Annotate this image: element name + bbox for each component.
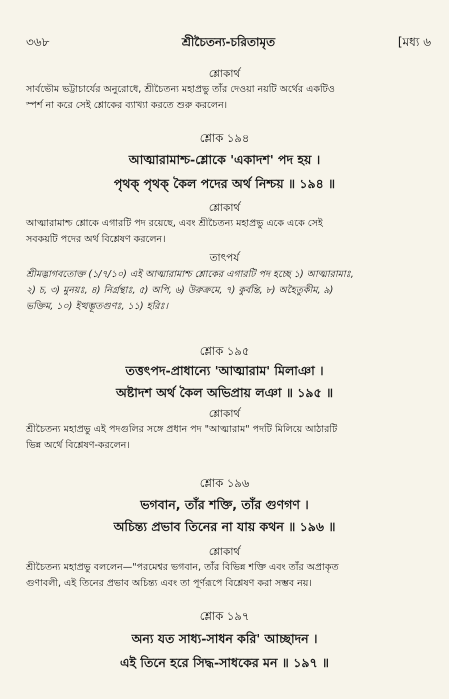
book-title: শ্রীচৈতন্য-চরিতামৃত: [181, 35, 276, 49]
translation-paragraph: [26, 560, 431, 592]
chapter-section: [মধ্য ৬: [397, 35, 431, 49]
translation-paragraph: [26, 422, 431, 454]
translation-paragraph: [26, 216, 431, 248]
page-number: ৩৬৮: [26, 35, 50, 49]
paragraph-line: শ্রীচৈতন্য মহাপ্রভু এই পদগুলির সঙ্গে প্রধান পদ "আত্মারাম" পদটি মিলিয়ে আঠারটি: [26, 424, 338, 435]
verse-line: অষ্টাদশ অর্থ কৈল অভিপ্রায় লঞা ॥ ১৯৫ ॥: [115, 385, 334, 400]
paragraph-line: শ্রীচৈতন্য মহাপ্রভু বললেন—"পরমেশ্বর ভগবান, তাঁর বিভিন্ন শক্তি এবং তাঁর অপ্রাকৃত: [26, 562, 339, 573]
verse-line: তত্তৎপদ-প্রাধান্যে 'আত্মারাম' মিলাঞা ।: [125, 363, 324, 378]
paragraph-line: সবকয়টি পদের অর্থ বিশ্লেষণ করলেন।: [26, 234, 166, 245]
purport-label: তাৎপর্য: [209, 252, 240, 264]
paragraph-line: গুণাবলী, এই তিনের প্রভাব অচিন্ত্য এবং তা পূর্ণরূপে বিশ্লেষণ করা সম্ভব নয়।: [26, 578, 312, 589]
purport-paragraph: [26, 267, 431, 315]
verse-line: পৃথক্ পৃথক্ কৈল পদের অর্থ নিশ্চয় ॥ ১৯৪ ॥: [113, 176, 336, 191]
paragraph-line: সার্বভৌম ভট্টাচার্যের অনুরোধে, শ্রীচৈতন্য মহাপ্রভু তাঁর দেওয়া নয়টি অর্থের একটিও: [26, 84, 335, 95]
paragraph-line: ২) চ, ৩) মুনয়ঃ, ৪) নির্গ্রন্থাঃ, ৫) অপি, ৬) উরুক্রমে, ৭) কুর্বন্তি, ৮) অহৈতুকীম, ৯): [26, 285, 334, 296]
verse-line: অন্য যত সাধ্য-সাধন করি' আচ্ছাদন ।: [131, 631, 318, 646]
verse-heading: শ্লোক ১৯৬: [199, 476, 250, 490]
verse-line: এই তিনে হরে সিদ্ধ-সাধকের মন ॥ ১৯৭ ॥: [120, 655, 329, 670]
verse-line: অচিন্ত্য প্রভাব তিনের না যায় কথন ॥ ১৯৬ ॥: [113, 519, 336, 534]
paragraph-line: ভক্তিম, ১০) ইত্থম্ভূতগুণঃ, ১১) হরিঃ।: [26, 301, 168, 312]
translation-label: শ্লোকার্থ: [208, 408, 241, 420]
translation-label: শ্লোকার্থ: [208, 202, 241, 214]
verse-heading: শ্লোক ১৯৫: [199, 344, 250, 358]
verse-line: আত্মারামাশ্চ-শ্লোকে 'একাদশ' পদ হয় ।: [128, 152, 321, 167]
translation-paragraph: [26, 82, 431, 114]
verse-heading: শ্লোক ১৯৭: [199, 609, 250, 623]
paragraph-line: স্পর্শ না করে সেই শ্লোকের ব্যাখ্যা করতে শুরু করলেন।: [26, 100, 228, 111]
paragraph-line: আত্মারামাশ্চ শ্লোকে এগারটি পদ রয়েছে, এবং শ্রীচৈতন্য মহাপ্রভু একে একে সেই: [26, 218, 323, 229]
verse-line: ভগবান, তাঁর শক্তি, তাঁর গুণগণ ।: [140, 497, 309, 512]
paragraph-line: শ্রীমদ্ভাগবতোক্ত (১/৭/১০) এই আত্মারামাশ্চ শ্লোকের এগারটি পদ হচ্ছে ১) আত্মারামাঃ,: [26, 269, 354, 280]
translation-label: শ্লোকার্থ: [208, 68, 241, 80]
paragraph-line: ভিন্ন অর্থে বিশ্লেষণ-করলেন।: [26, 440, 130, 451]
verse-heading: শ্লোক ১৯৪: [199, 131, 250, 145]
translation-label: শ্লোকার্থ: [208, 546, 241, 558]
running-header: [26, 34, 431, 52]
